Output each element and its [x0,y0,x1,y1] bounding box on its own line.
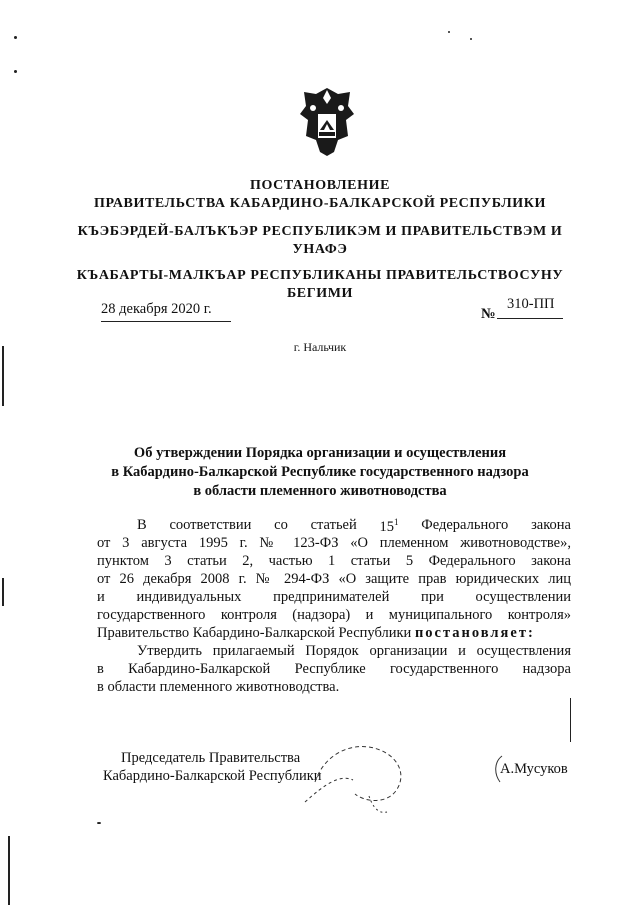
signatory-name: А.Мусуков [500,761,568,777]
paragraph1-line6: государственного контроля (надзора) и муниципального контроля» [97,607,571,623]
scan-speck [14,36,17,39]
article-number: $15^1$ [379,517,399,535]
paragraph1-line7: Правительство Кабардино-Балкарской Республики постановляет: [97,625,535,641]
word: соответствии [169,517,252,533]
title-line2: в Кабардино-Балкарской Республике государственного надзора [111,464,529,480]
word: со [274,517,288,533]
word: статьей [310,517,357,533]
coat-of-arms-icon [298,84,356,160]
scan-speck [448,31,450,33]
kabardian-title-line2: УНАФЭ [292,242,348,257]
scan-speck [470,38,472,40]
signatory-position-line2: Кабардино-Балкарской Республики [103,768,322,784]
document-date: 28 декабря 2020 г. [101,301,212,317]
paragraph1-line5: и индивидуальных предпринимателей при осуществлении [97,589,571,605]
scan-edge-mark [2,346,4,406]
balkar-title-line2: БЕГИМИ [286,286,354,301]
number-underline [497,318,563,319]
paragraph2-line3: в области племенного животноводства. [97,679,340,695]
scan-speck [97,822,101,824]
city: г. Нальчик [293,340,347,354]
paragraph1-line2: от 3 августа 1995 г. № 123-ФЗ «О племенном животноводстве», [97,535,571,551]
scan-speck [14,70,17,73]
document-type: ПОСТАНОВЛЕНИЕ [249,178,391,193]
kabardian-title-line1: КЪЭБЭРДЕЙ-БАЛЪКЪЭР РЕСПУБЛИКЭМ И ПРАВИТЕЛЬСТВЭМ И [77,224,563,239]
scan-mark [570,698,571,742]
issuing-authority: ПРАВИТЕЛЬСТВА КАБАРДИНО-БАЛКАРСКОЙ РЕСПУБЛИКИ [93,196,547,211]
paragraph1-line1 [97,517,571,536]
scan-edge-mark [8,836,10,905]
signatory-position-line1: Председатель Правительства [121,750,301,766]
scan-edge-mark [2,578,4,606]
paragraph1-line4: от 26 декабря 2008 г. № 294-ФЗ «О защите прав юридических лиц [97,571,571,587]
paragraph2-line1: Утвердить прилагаемый Порядок организации и осуществления [137,643,571,659]
date-underline [101,321,231,322]
initials-mark [488,752,518,792]
balkar-title-line1: КЪАБАРТЫ-МАЛКЪАР РЕСПУБЛИКАНЫ ПРАВИТЕЛЬСТВОСУНУ [76,268,564,283]
paragraph2-line2: в Кабардино-Балкарской Республике государственного надзора [97,661,571,677]
handwritten-signature [295,722,425,822]
title-line3: в области племенного животноводства [193,483,447,499]
number-label: № [481,306,496,322]
paragraph1-line3: пунктом 3 статьи 2, частью 1 статьи 5 Федерального закона [97,553,571,569]
word: В [137,517,147,533]
decision-word: постановляет: [414,625,535,641]
document-number: 310-ПП [507,296,555,312]
title-line1: Об утверждении Порядка организации и осуществления [133,445,507,461]
word: закона [531,517,571,533]
word: Федерального [421,517,509,533]
